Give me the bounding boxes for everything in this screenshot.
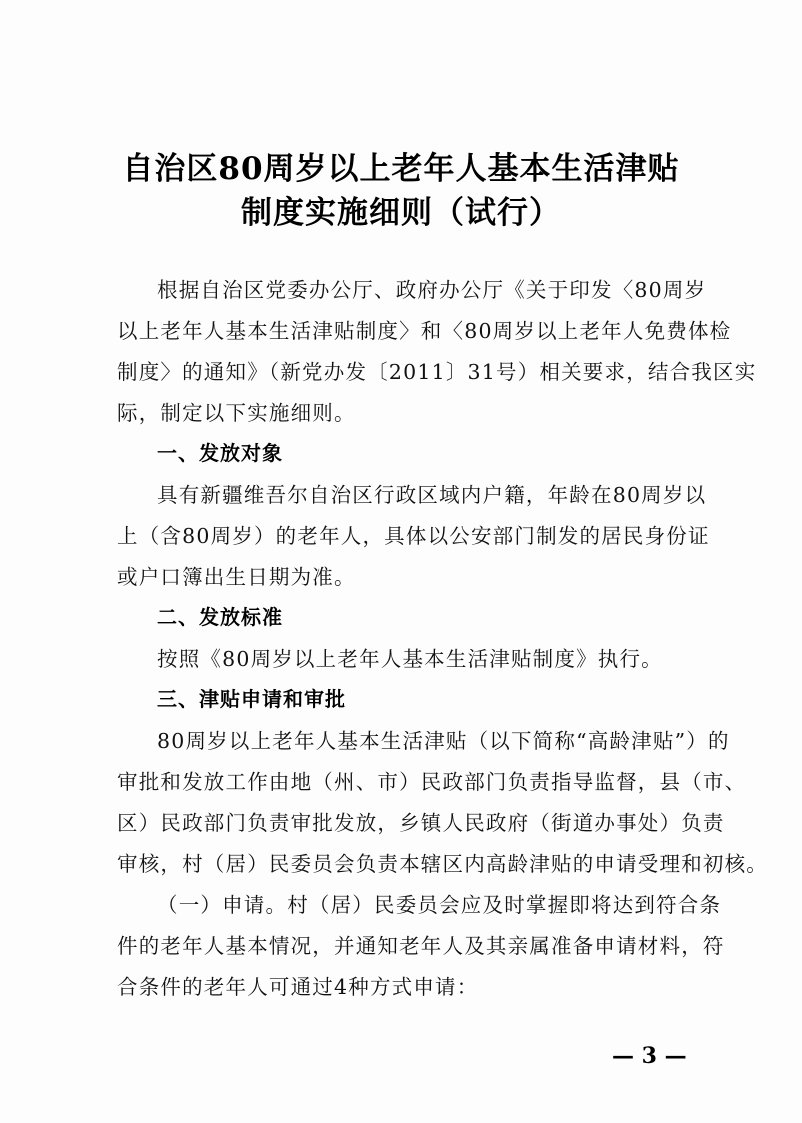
- section-3-line-1: 80周岁以上老年人基本生活津贴（以下简称“高龄津贴”）的: [157, 729, 730, 753]
- subsection-1-line-3: 合条件的老年人可通过4种方式申请：: [117, 975, 479, 999]
- section-1-line-1: 具有新疆维吾尔自治区行政区域内户籍，年龄在80周岁以: [157, 483, 707, 507]
- section-2-heading: 二、发放标准: [157, 605, 283, 629]
- intro-line-3: 制度〉的通知》（新党办发〔2011〕31号）相关要求，结合我区实: [117, 360, 757, 384]
- section-1-line-2: 上（含80周岁）的老年人，具体以公安部门制发的居民身份证: [117, 524, 710, 548]
- intro-line-4: 际，制定以下实施细则。: [117, 401, 356, 425]
- section-3-line-2: 审批和发放工作由地（州、市）民政部门负责指导监督，县（市、: [117, 770, 747, 794]
- subsection-1-line-1: （一）申请。村（居）民委员会应及时掌握即将达到符合条: [157, 893, 722, 917]
- intro-line-2: 以上老年人基本生活津贴制度〉和〈80周岁以上老年人免费体检: [117, 319, 732, 343]
- intro-line-1: 根据自治区党委办公厅、政府办公厅《关于印发〈80周岁: [157, 278, 707, 302]
- section-3-line-3: 区）民政部门负责审批发放，乡镇人民政府（街道办事处）负责: [117, 811, 725, 835]
- section-1-line-3: 或户口簿出生日期为准。: [117, 565, 356, 589]
- section-2-line-1: 按照《80周岁以上老年人基本生活津贴制度》执行。: [157, 647, 663, 671]
- document-title-line-2: 制度实施细则（试行）: [241, 195, 561, 231]
- subsection-1-line-2: 件的老年人基本情况，并通知老年人及其亲属准备申请材料，符: [117, 934, 725, 958]
- section-1-heading: 一、发放对象: [157, 441, 283, 465]
- document-title-line-1: 自治区80周岁以上老年人基本生活津贴: [122, 151, 680, 187]
- page-number: — 3 —: [612, 1043, 687, 1069]
- section-3-heading: 三、津贴申请和审批: [157, 687, 346, 711]
- section-3-line-4: 审核，村（居）民委员会负责本辖区内高龄津贴的申请受理和初核。: [117, 852, 768, 876]
